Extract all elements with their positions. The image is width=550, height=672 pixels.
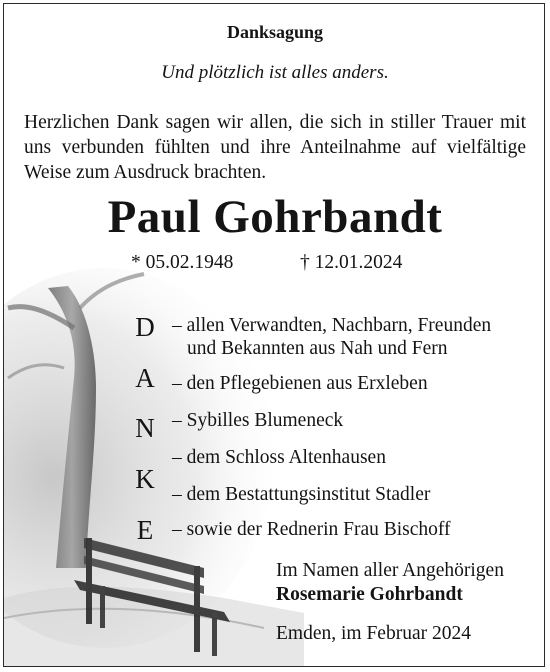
intro-paragraph: Herzlichen Dank sagen wir allen, die sich in stiller Trauer mit uns verbunden fühlten und ihre Anteilnahme auf vielfältige Weise zum Ausdruck brachten. — [24, 112, 526, 183]
place-and-date: Emden, im Februar 2024 — [276, 623, 471, 644]
deceased-name: Paul Gohrbandt — [107, 191, 443, 243]
thanks-line: – sowie der Rednerin Frau Bischoff — [172, 519, 451, 540]
thanks-line: – dem Bestattungsinstitut Stadler — [172, 484, 431, 505]
thanks-line: – allen Verwandten, Nachbarn, Freunden — [172, 315, 492, 336]
death-date: † 12.01.2024 — [300, 252, 403, 273]
danke-letter-k: K — [135, 464, 155, 494]
danke-letter-n: N — [135, 413, 155, 443]
thanks-line: – den Pflegebienen aus Erxleben — [172, 373, 428, 394]
thanks-line: und Bekannten aus Nah und Fern — [187, 338, 448, 359]
birth-date: * 05.02.1948 — [131, 252, 234, 273]
closing-line: Im Namen aller Angehörigen — [276, 560, 504, 581]
thanks-line: – dem Schloss Altenhausen — [172, 447, 386, 468]
motto-line: Und plötzlich ist alles anders. — [161, 62, 389, 83]
signatory-name: Rosemarie Gohrbandt — [276, 584, 463, 605]
danke-letter-e: E — [136, 515, 154, 545]
danke-letter-d: D — [135, 312, 155, 342]
notice-heading: Danksagung — [226, 22, 324, 42]
danke-letter-a: A — [135, 363, 155, 393]
thanks-line: – Sybilles Blumeneck — [172, 410, 344, 431]
